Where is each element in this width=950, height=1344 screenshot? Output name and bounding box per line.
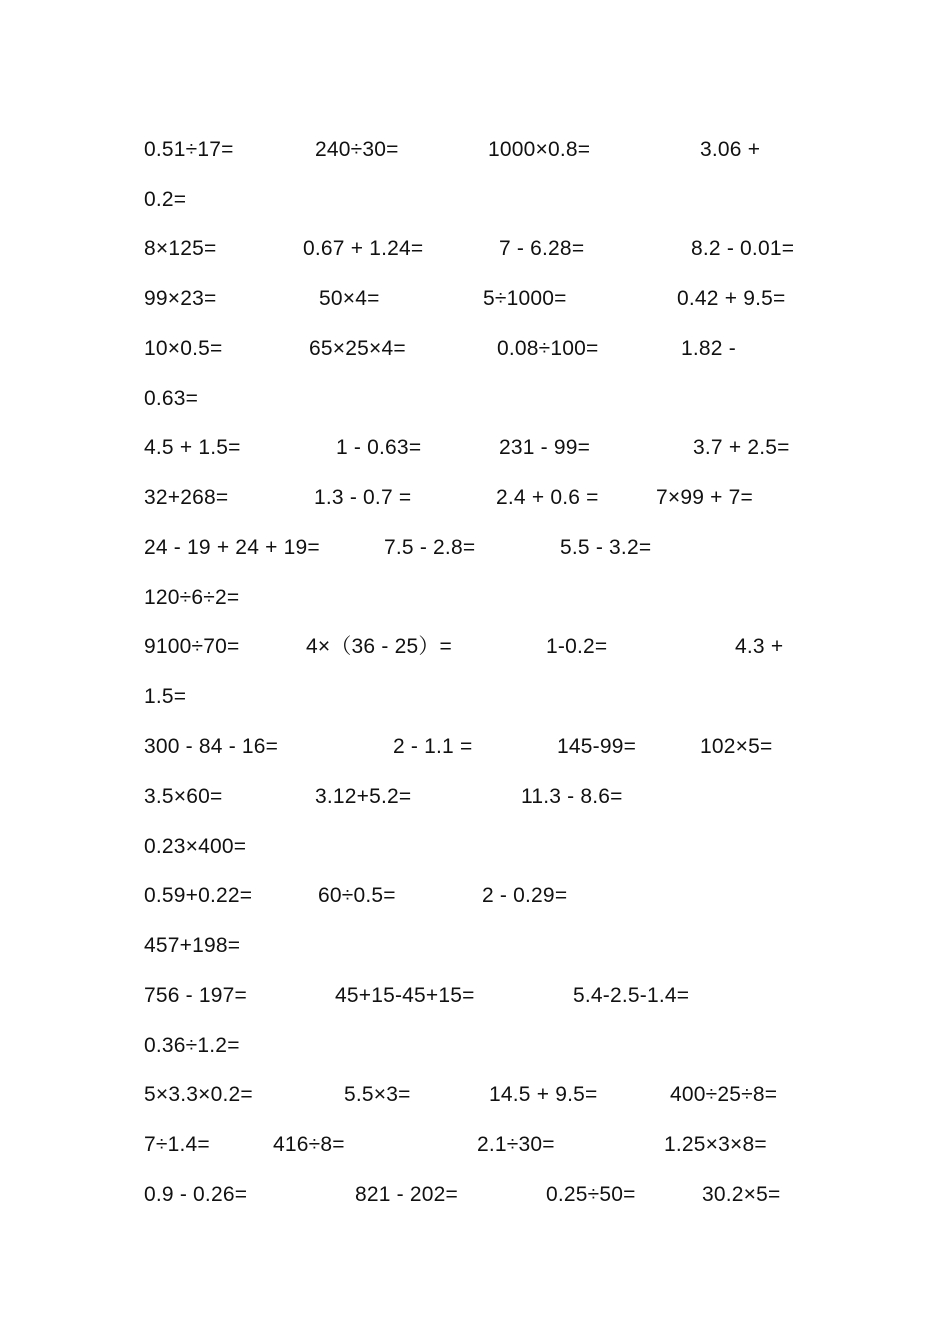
expression: 2.4 + 0.6 = bbox=[496, 486, 599, 509]
expression: 0.08÷100= bbox=[497, 337, 599, 360]
expression: 0.63= bbox=[144, 387, 199, 410]
expression: 8×125= bbox=[144, 237, 217, 260]
expression: 2 - 1.1 = bbox=[393, 735, 473, 758]
worksheet-line bbox=[0, 428, 950, 468]
expression: 5.5 - 3.2= bbox=[560, 536, 652, 559]
worksheet-line bbox=[0, 478, 950, 518]
expression: 5.4-2.5-1.4= bbox=[573, 984, 690, 1007]
worksheet-line bbox=[0, 279, 950, 319]
expression: 4.5 + 1.5= bbox=[144, 436, 241, 459]
worksheet-line bbox=[0, 727, 950, 767]
expression: 2.1÷30= bbox=[477, 1133, 555, 1156]
expression: 0.59+0.22= bbox=[144, 884, 253, 907]
expression: 3.5×60= bbox=[144, 785, 223, 808]
expression: 231 - 99= bbox=[499, 436, 591, 459]
expression: 9100÷70= bbox=[144, 635, 240, 658]
expression: 5×3.3×0.2= bbox=[144, 1083, 253, 1106]
expression: 240÷30= bbox=[315, 138, 399, 161]
expression: 7.5 - 2.8= bbox=[384, 536, 476, 559]
expression: 1.25×3×8= bbox=[664, 1133, 767, 1156]
expression: 0.51÷17= bbox=[144, 138, 234, 161]
expression: 5÷1000= bbox=[483, 287, 567, 310]
worksheet-line bbox=[0, 528, 950, 568]
expression: 1 - 0.63= bbox=[336, 436, 422, 459]
expression: 2 - 0.29= bbox=[482, 884, 568, 907]
expression: 400÷25÷8= bbox=[670, 1083, 778, 1106]
worksheet-line bbox=[0, 976, 950, 1016]
expression: 0.9 - 0.26= bbox=[144, 1183, 248, 1206]
worksheet-line bbox=[0, 329, 950, 369]
worksheet-line bbox=[0, 677, 950, 717]
expression: 300 - 84 - 16= bbox=[144, 735, 279, 758]
worksheet-line bbox=[0, 1075, 950, 1115]
expression: 120÷6÷2= bbox=[144, 586, 240, 609]
expression: 756 - 197= bbox=[144, 984, 248, 1007]
expression: 3.7 + 2.5= bbox=[693, 436, 790, 459]
expression: 32+268= bbox=[144, 486, 229, 509]
expression: 102×5= bbox=[700, 735, 773, 758]
expression: 1.82 - bbox=[681, 337, 736, 360]
expression: 60÷0.5= bbox=[318, 884, 396, 907]
worksheet-line bbox=[0, 1125, 950, 1165]
expression: 1.5= bbox=[144, 685, 187, 708]
expression: 0.42 + 9.5= bbox=[677, 287, 786, 310]
expression: 8.2 - 0.01= bbox=[691, 237, 795, 260]
expression: 4.3 + bbox=[735, 635, 784, 658]
expression: 24 - 19 + 24 + 19= bbox=[144, 536, 320, 559]
expression: 5.5×3= bbox=[344, 1083, 411, 1106]
expression: 3.06 + bbox=[700, 138, 761, 161]
expression: 10×0.5= bbox=[144, 337, 223, 360]
worksheet-line bbox=[0, 130, 950, 170]
expression: 4×（36 - 25）= bbox=[306, 635, 452, 658]
expression: 7 - 6.28= bbox=[499, 237, 585, 260]
expression: 0.67 + 1.24= bbox=[303, 237, 424, 260]
expression: 14.5 + 9.5= bbox=[489, 1083, 598, 1106]
expression: 0.36÷1.2= bbox=[144, 1034, 240, 1057]
expression: 145-99= bbox=[557, 735, 637, 758]
expression: 11.3 - 8.6= bbox=[521, 785, 623, 808]
worksheet-line bbox=[0, 926, 950, 966]
expression: 99×23= bbox=[144, 287, 217, 310]
expression: 1.3 - 0.7 = bbox=[314, 486, 412, 509]
expression: 1000×0.8= bbox=[488, 138, 591, 161]
expression: 416÷8= bbox=[273, 1133, 345, 1156]
expression: 7×99 + 7= bbox=[656, 486, 753, 509]
expression: 457+198= bbox=[144, 934, 241, 957]
expression: 7÷1.4= bbox=[144, 1133, 210, 1156]
expression: 65×25×4= bbox=[309, 337, 406, 360]
worksheet-line bbox=[0, 876, 950, 916]
expression: 50×4= bbox=[319, 287, 380, 310]
worksheet-line bbox=[0, 1026, 950, 1066]
worksheet-line bbox=[0, 1175, 950, 1215]
worksheet-line bbox=[0, 229, 950, 269]
worksheet-line bbox=[0, 180, 950, 220]
worksheet-line bbox=[0, 627, 950, 667]
expression: 0.23×400= bbox=[144, 835, 247, 858]
worksheet-line bbox=[0, 777, 950, 817]
expression: 30.2×5= bbox=[702, 1183, 781, 1206]
expression: 3.12+5.2= bbox=[315, 785, 412, 808]
expression: 1-0.2= bbox=[546, 635, 608, 658]
expression: 0.2= bbox=[144, 188, 187, 211]
expression: 0.25÷50= bbox=[546, 1183, 636, 1206]
worksheet-line bbox=[0, 827, 950, 867]
worksheet-line bbox=[0, 578, 950, 618]
expression: 45+15-45+15= bbox=[335, 984, 475, 1007]
expression: 821 - 202= bbox=[355, 1183, 459, 1206]
worksheet-line bbox=[0, 379, 950, 419]
